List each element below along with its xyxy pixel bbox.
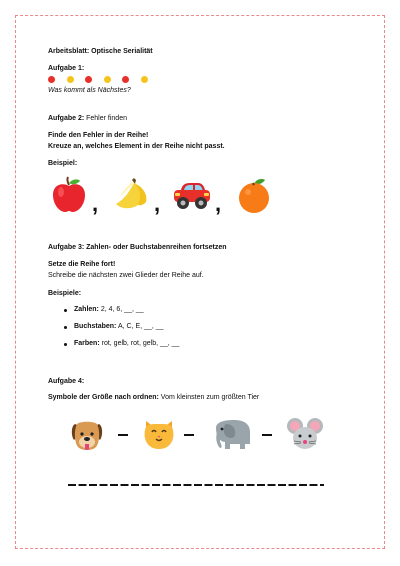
task4-heading: Aufgabe 4: — [48, 378, 85, 385]
bullet — [64, 309, 67, 312]
separator-comma-3: , — [215, 191, 222, 216]
example-colors-value: rot, gelb, rot, gelb, __, __ — [99, 340, 180, 347]
example-numbers-label: Zahlen: — [74, 306, 99, 313]
example-letters — [74, 322, 164, 331]
task2-heading-bold: Aufgabe 2: — [48, 115, 85, 122]
sequence-dot — [122, 76, 129, 83]
sequence-dot — [85, 76, 92, 83]
example-numbers — [74, 305, 144, 314]
example-letters-label: Buchstaben: — [74, 323, 117, 330]
car-icon — [172, 180, 212, 212]
task4-instruction-bold: Symbole der Größe nach ordnen: — [48, 394, 159, 401]
separator-dash-3 — [262, 434, 272, 436]
example-letters-value: A, C, E, __, __ — [116, 323, 164, 330]
task4-instruction-rest: Vom kleinsten zum größten Tier — [158, 394, 260, 401]
sequence-dot — [48, 76, 55, 83]
separator-dash-1 — [118, 434, 128, 436]
bullet — [64, 343, 67, 346]
sequence-dot — [141, 76, 148, 83]
page-border — [15, 15, 385, 549]
task3-heading: Aufgabe 3: Zahlen- oder Buchstabenreihen fortsetzen — [48, 244, 227, 251]
sequence-dot — [67, 76, 74, 83]
bullet — [64, 326, 67, 329]
example-colors — [74, 339, 179, 348]
task1-heading: Aufgabe 1: — [48, 65, 85, 72]
banana-icon — [112, 176, 150, 214]
dog-icon — [70, 418, 104, 452]
apple-icon — [50, 176, 88, 214]
cat-icon — [142, 418, 176, 452]
separator-comma-1: , — [92, 191, 99, 216]
task3-instruction-bold: Setze die Reihe fort! — [48, 261, 116, 268]
answer-line — [68, 484, 324, 486]
task4-instruction — [48, 393, 259, 402]
separator-comma-2: , — [154, 191, 161, 216]
worksheet-title: Arbeitsblatt: Optische Serialität — [48, 48, 153, 55]
elephant-icon — [212, 418, 252, 452]
task2-heading — [48, 114, 127, 123]
task1-question: Was kommt als Nächstes? — [48, 87, 131, 94]
separator-dash-2 — [184, 434, 194, 436]
orange-icon — [236, 176, 272, 214]
sequence-dot — [104, 76, 111, 83]
mouse-icon — [286, 416, 324, 452]
example-colors-label: Farben: — [74, 340, 100, 347]
task2-heading-rest: Fehler finden — [84, 115, 127, 122]
task2-instruction-2: Kreuze an, welches Element in der Reihe nicht passt. — [48, 143, 225, 150]
task2-instruction-1: Finde den Fehler in der Reihe! — [48, 132, 149, 139]
task3-instruction: Schreibe die nächsten zwei Glieder der Reihe auf. — [48, 272, 204, 279]
task3-examples-label: Beispiele: — [48, 290, 82, 297]
task2-example-label: Beispiel: — [48, 160, 78, 167]
example-numbers-value: 2, 4, 6, __, __ — [98, 306, 144, 313]
